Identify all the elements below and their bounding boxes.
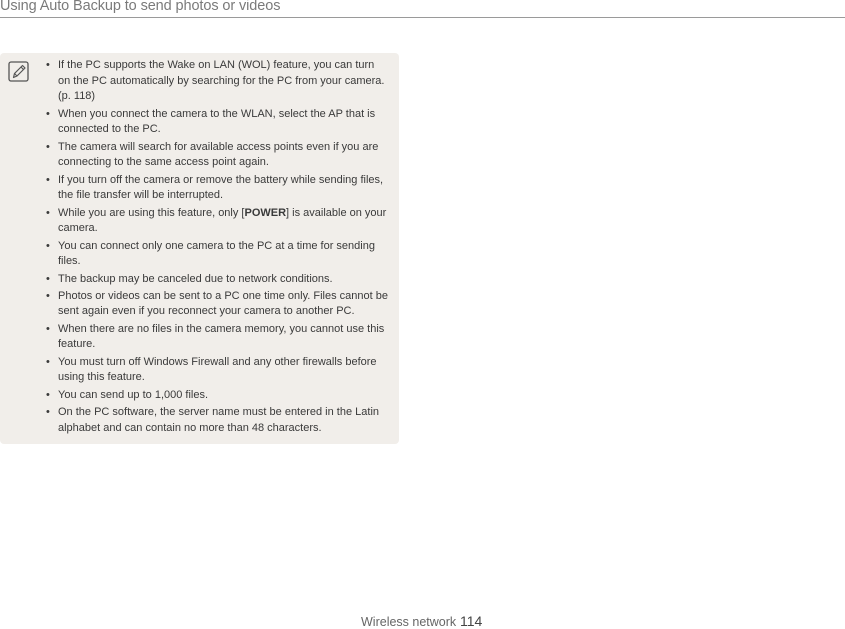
note-item <box>46 239 388 270</box>
note-text: When there are no files in the camera memory, you cannot use this feature. <box>58 322 385 351</box>
bullet: • <box>46 388 50 401</box>
note-item <box>46 322 388 353</box>
bullet: • <box>46 322 50 335</box>
bullet: • <box>46 59 50 71</box>
note-text: The backup may be canceled due to network conditions. <box>58 272 333 285</box>
note-item <box>46 272 388 288</box>
bullet: • <box>46 239 50 252</box>
note-item <box>46 405 388 436</box>
bullet: • <box>46 173 50 186</box>
note-item <box>46 140 388 171</box>
note-list <box>46 58 388 438</box>
note-item <box>46 289 388 320</box>
note-item <box>46 388 388 404</box>
bullet: • <box>46 206 50 219</box>
note-text: You can send up to 1,000 files. <box>58 388 209 401</box>
note-pencil-icon <box>8 61 29 82</box>
note-item <box>46 173 388 204</box>
power-button-label: POWER <box>244 206 287 219</box>
bullet: • <box>46 406 50 419</box>
header-divider <box>0 17 845 18</box>
note-item <box>46 355 388 386</box>
bullet: • <box>46 355 50 368</box>
page-header-title: Using Auto Backup to send photos or videos <box>0 0 281 14</box>
footer-section-title: Wireless network <box>361 615 457 629</box>
note-text: If you turn off the camera or remove the battery while sending files, the file transfer will be interrupted. <box>58 173 384 202</box>
note-box <box>0 53 399 444</box>
note-item <box>46 206 388 237</box>
note-item <box>46 58 388 105</box>
note-text: Photos or videos can be sent to a PC one time only. Files cannot be sent again even if you reconnect your camera to another PC. <box>58 289 388 318</box>
note-text-before: While you are using this feature, only [ <box>58 206 245 219</box>
page-number: 114 <box>460 613 483 629</box>
bullet: • <box>46 140 50 153</box>
note-item <box>46 107 388 138</box>
bullet: • <box>46 289 50 302</box>
note-text: You can connect only one camera to the PC at a time for sending files. <box>58 239 375 268</box>
note-text: When you connect the camera to the WLAN, select the AP that is connected to the PC. <box>58 107 376 136</box>
note-text: On the PC software, the server name must be entered in the Latin alphabet and can contain no more than 48 characters. <box>58 406 380 434</box>
note-text: If the PC supports the Wake on LAN (WOL) feature, you can turn on the PC automatically by searching for the PC from your camera. (p. 118) <box>58 59 385 103</box>
bullet: • <box>46 272 50 285</box>
bullet: • <box>46 107 50 120</box>
note-text <box>58 207 386 235</box>
note-text: The camera will search for available access points even if you are connecting to the same access point again. <box>58 140 379 169</box>
note-text-after: ] is available on your camera. <box>58 206 387 235</box>
note-text: You must turn off Windows Firewall and any other firewalls before using this feature. <box>58 355 377 384</box>
